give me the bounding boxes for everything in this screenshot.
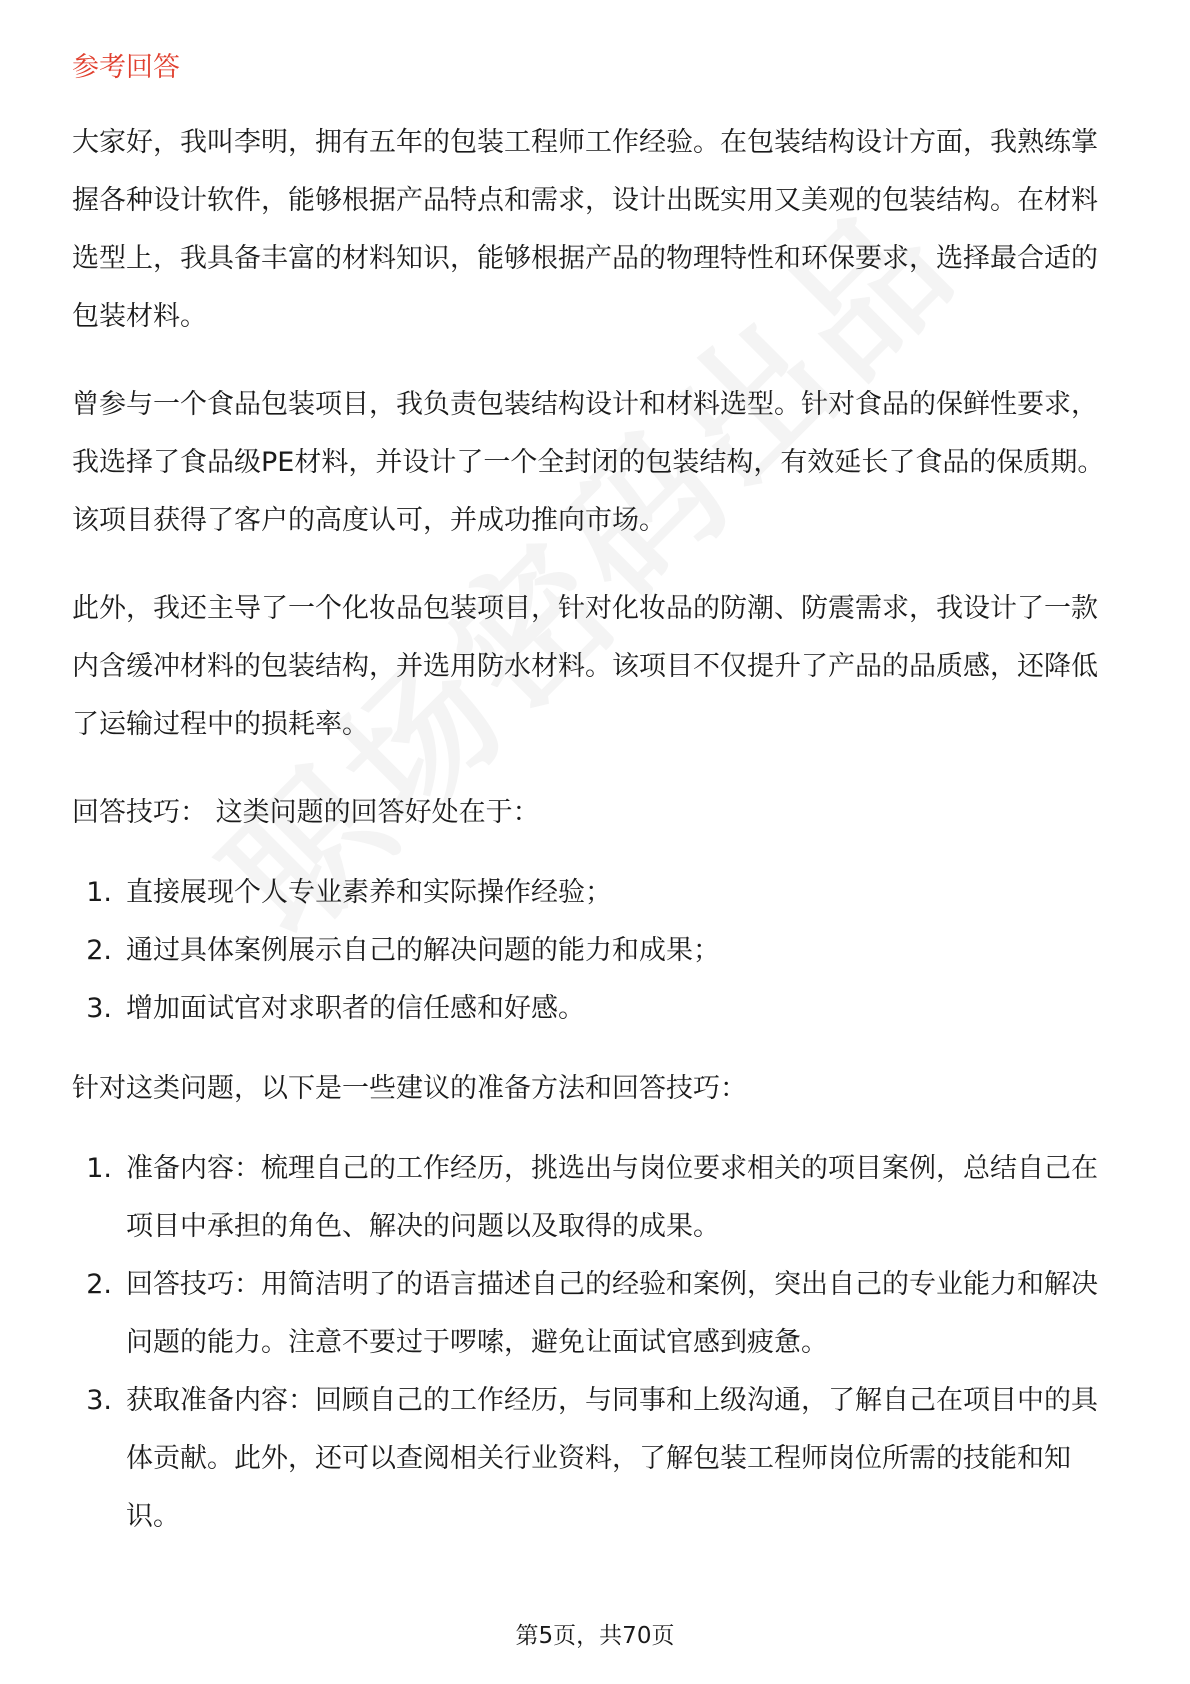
benefits-list <box>72 864 1122 1038</box>
list-item <box>72 1140 1122 1256</box>
list-item <box>72 1372 1122 1546</box>
list-item <box>72 922 1122 980</box>
answer-paragraph-3: 此外，我还主导了一个化妆品包装项目，针对化妆品的防潮、防震需求，我设计了一款内含缓冲材料的包装结构，并选用防水材料。该项目不仅提升了产品的品质感，还降低了运输过程中的损耗率。 <box>72 593 1098 740</box>
list-text: 获取准备内容：回顾自己的工作经历，与同事和上级沟通，了解自己在项目中的具体贡献。此外，还可以查阅相关行业资料，了解包装工程师岗位所需的技能和知识。 <box>126 1385 1098 1532</box>
page-content <box>72 48 1122 1568</box>
list-text: 增加面试官对求职者的信任感和好感。 <box>126 993 585 1024</box>
answer-paragraph-2: 曾参与一个食品包装项目，我负责包装结构设计和材料选型。针对食品的保鲜性要求，我选择了食品级PE材料，并设计了一个全封闭的包装结构，有效延长了食品的保质期。该项目获得了客户的高度认可，并成功推向市场。 <box>72 389 1105 536</box>
list-number: 3. <box>86 1385 112 1416</box>
list-text: 回答技巧：用简洁明了的语言描述自己的经验和案例，突出自己的专业能力和解决问题的能力。注意不要过于啰嗦，避免让面试官感到疲惫。 <box>126 1269 1098 1358</box>
list-number: 1. <box>86 1153 112 1184</box>
list-text: 准备内容：梳理自己的工作经历，挑选出与岗位要求相关的项目案例，总结自己在项目中承担的角色、解决的问题以及取得的成果。 <box>126 1153 1098 1242</box>
list-number: 3. <box>86 993 112 1024</box>
list-number: 2. <box>86 1269 112 1300</box>
page-number-footer: 第5页，共70页 <box>515 1623 675 1649</box>
list-text: 直接展现个人专业素养和实际操作经验； <box>126 877 612 908</box>
list-number: 2. <box>86 935 112 966</box>
list-number: 1. <box>86 877 112 908</box>
advice-list <box>72 1140 1122 1546</box>
tips-heading: 回答技巧： 这类问题的回答好处在于： <box>72 797 540 828</box>
answer-paragraph-1: 大家好，我叫李明，拥有五年的包装工程师工作经验。在包装结构设计方面，我熟练掌握各种设计软件，能够根据产品特点和需求，设计出既实用又美观的包装结构。在材料选型上，我具备丰富的材料知识，能够根据产品的物理特性和环保要求，选择最合适的包装材料。 <box>72 127 1098 332</box>
section-title: 参考回答 <box>72 52 180 83</box>
list-item <box>72 980 1122 1038</box>
list-text: 通过具体案例展示自己的解决问题的能力和成果； <box>126 935 720 966</box>
list-item <box>72 1256 1122 1372</box>
advice-heading: 针对这类问题，以下是一些建议的准备方法和回答技巧： <box>72 1073 747 1104</box>
list-item <box>72 864 1122 922</box>
